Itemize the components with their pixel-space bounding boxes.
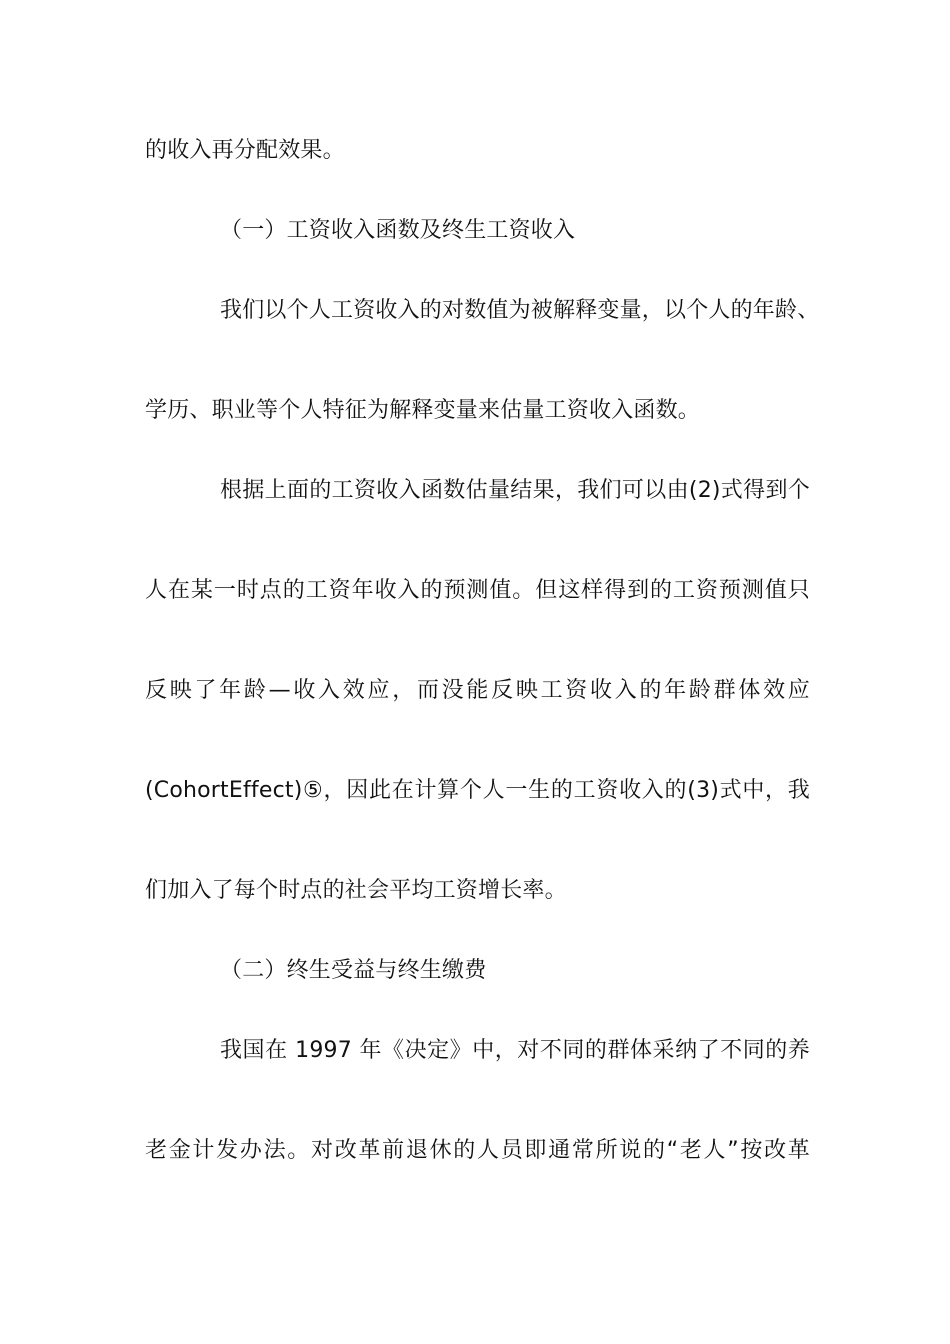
paragraph-line: 人在某一时点的工资年收入的预测值。但这样得到的工资预测值只	[145, 578, 810, 603]
paragraph-line: (CohortEffect)⑤，因此在计算个人一生的工资收入的(3)式中，我	[145, 778, 810, 803]
section-heading-1: （一）工资收入函数及终生工资收入	[220, 218, 576, 243]
paragraph-line: 学历、职业等个人特征为解释变量来估量工资收入函数。	[145, 398, 701, 423]
paragraph-line: 反映了年龄—收入效应，而没能反映工资收入的年龄群体效应	[145, 678, 810, 703]
paragraph-line: 根据上面的工资收入函数估量结果，我们可以由(2)式得到个	[220, 478, 810, 503]
paragraph-line: 我们以个人工资收入的对数值为被解释变量，以个人的年龄、	[220, 298, 820, 323]
section-heading-2: （二）终生受益与终生缴费	[220, 958, 487, 983]
paragraph-line: 的收入再分配效果。	[145, 138, 345, 163]
paragraph-line: 我国在 1997 年《决定》中，对不同的群体采纳了不同的养	[220, 1038, 810, 1063]
paragraph-line: 老金计发办法。对改革前退休的人员即通常所说的“老人”按改革	[145, 1138, 810, 1163]
paragraph-line: 们加入了每个时点的社会平均工资增长率。	[145, 878, 567, 903]
